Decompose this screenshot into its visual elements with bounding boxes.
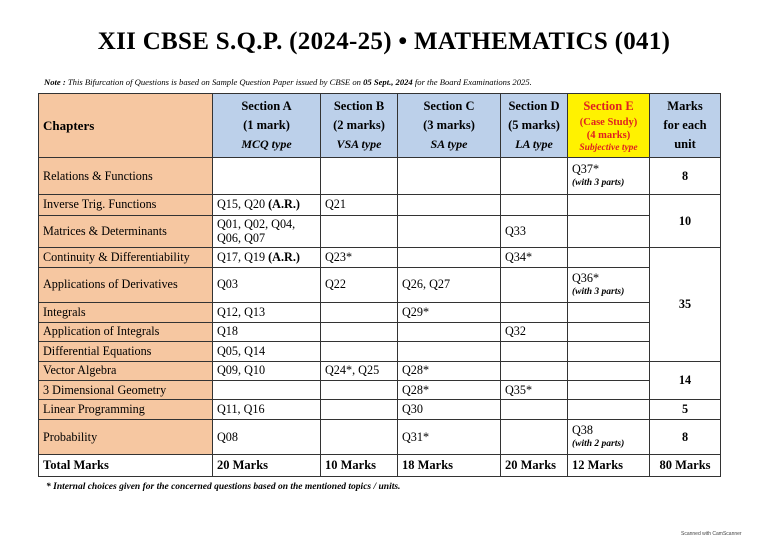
table-row [39, 322, 721, 341]
unit-marks: 10 [650, 195, 721, 248]
cell-a: Q12, Q13 [213, 303, 321, 322]
cell-c [398, 322, 501, 341]
chapter-cell: Continuity & Differentiability [39, 248, 213, 267]
cell-b [321, 400, 398, 419]
chapter-cell: 3 Dimensional Geometry [39, 380, 213, 399]
note-label: Note : [44, 77, 66, 87]
table-row [39, 303, 721, 322]
cell-a [213, 380, 321, 399]
note-text-2: for the Board Examinations 2025. [412, 77, 532, 87]
cell-d: Q33 [501, 215, 568, 248]
table-row [39, 419, 721, 455]
total-all: 80 Marks [650, 455, 721, 477]
chapter-cell: Linear Programming [39, 400, 213, 419]
cell-b [321, 342, 398, 361]
chapter-cell: Integrals [39, 303, 213, 322]
total-c: 18 Marks [398, 455, 501, 477]
cell-c: Q30 [398, 400, 501, 419]
cell-b: Q23* [321, 248, 398, 267]
cell-d [501, 303, 568, 322]
cell-d: Q34* [501, 248, 568, 267]
note-text: This Bifurcation of Questions is based on Sample Question Paper issued by CBSE on [65, 77, 364, 87]
cell-d [501, 195, 568, 215]
chapter-cell: Applications of Derivatives [39, 267, 213, 303]
cell-c: Q29* [398, 303, 501, 322]
total-row [39, 455, 721, 477]
cell-e [568, 342, 650, 361]
cell-a: Q15, Q20 (A.R.) [213, 195, 321, 215]
chapter-cell: Probability [39, 419, 213, 455]
header-section-a: Section A (1 mark) MCQ type [213, 94, 321, 158]
cell-b: Q24*, Q25 [321, 361, 398, 380]
total-a: 20 Marks [213, 455, 321, 477]
cell-e: Q38 (with 2 parts) [568, 419, 650, 455]
cell-e [568, 195, 650, 215]
table-row [39, 248, 721, 267]
unit-marks: 8 [650, 158, 721, 195]
cell-e [568, 361, 650, 380]
table-row [39, 342, 721, 361]
chapter-cell: Relations & Functions [39, 158, 213, 195]
chapter-cell: Vector Algebra [39, 361, 213, 380]
header-section-e: Section E (Case Study) (4 marks) Subjective type [568, 94, 650, 158]
cell-e [568, 215, 650, 248]
header-section-c: Section C (3 marks) SA type [398, 94, 501, 158]
chapter-cell: Matrices & Determinants [39, 215, 213, 248]
cell-a: Q17, Q19 (A.R.) [213, 248, 321, 267]
cell-b [321, 215, 398, 248]
cell-e: Q37* (with 3 parts) [568, 158, 650, 195]
note [44, 77, 744, 87]
header-section-b: Section B (2 marks) VSA type [321, 94, 398, 158]
table-row [39, 158, 721, 195]
unit-marks: 8 [650, 419, 721, 455]
total-e: 12 Marks [568, 455, 650, 477]
total-label: Total Marks [39, 455, 213, 477]
cell-c: Q31* [398, 419, 501, 455]
cell-e [568, 322, 650, 341]
cell-a: Q08 [213, 419, 321, 455]
cell-c [398, 195, 501, 215]
cell-d [501, 400, 568, 419]
table-row [39, 195, 721, 215]
cell-c: Q28* [398, 380, 501, 399]
cell-a: Q03 [213, 267, 321, 303]
cell-d: Q35* [501, 380, 568, 399]
cell-a [213, 158, 321, 195]
cell-d [501, 419, 568, 455]
cell-d [501, 361, 568, 380]
question-bifurcation-table [38, 93, 721, 477]
cell-a: Q09, Q10 [213, 361, 321, 380]
header-chapters: Chapters [39, 94, 213, 158]
page-title: XII CBSE S.Q.P. (2024-25) • MATHEMATICS (041) [97, 28, 671, 55]
cell-e [568, 400, 650, 419]
cell-d [501, 267, 568, 303]
cell-e [568, 248, 650, 267]
cell-c [398, 215, 501, 248]
header-section-d: Section D (5 marks) LA type [501, 94, 568, 158]
cell-e: Q36* (with 3 parts) [568, 267, 650, 303]
cell-c: Q26, Q27 [398, 267, 501, 303]
table-row [39, 361, 721, 380]
cell-c [398, 248, 501, 267]
unit-marks: 14 [650, 361, 721, 400]
cell-b [321, 303, 398, 322]
table-row [39, 215, 721, 248]
cell-b [321, 322, 398, 341]
header-marks-unit: Marks for each unit [650, 94, 721, 158]
cell-b [321, 419, 398, 455]
cell-a: Q05, Q14 [213, 342, 321, 361]
cell-d: Q32 [501, 322, 568, 341]
chapter-cell: Application of Integrals [39, 322, 213, 341]
unit-marks: 5 [650, 400, 721, 419]
cell-a: Q11, Q16 [213, 400, 321, 419]
unit-marks: 35 [650, 248, 721, 361]
table-row [39, 380, 721, 399]
cell-b: Q21 [321, 195, 398, 215]
cell-b: Q22 [321, 267, 398, 303]
chapter-cell: Differential Equations [39, 342, 213, 361]
footnote: * Internal choices given for the concerned questions based on the mentioned topics / units. [46, 482, 401, 492]
cell-b [321, 380, 398, 399]
cell-c [398, 342, 501, 361]
header-row [39, 94, 721, 158]
total-b: 10 Marks [321, 455, 398, 477]
cell-b [321, 158, 398, 195]
table-row [39, 267, 721, 303]
cell-d [501, 158, 568, 195]
scanner-watermark: Scanned with CamScanner [681, 531, 742, 537]
cell-c: Q28* [398, 361, 501, 380]
note-date: 05 Sept., 2024 [363, 77, 413, 87]
cell-e [568, 380, 650, 399]
cell-c [398, 158, 501, 195]
cell-a: Q01, Q02, Q04, Q06, Q07 [213, 215, 321, 248]
cell-e [568, 303, 650, 322]
chapter-cell: Inverse Trig. Functions [39, 195, 213, 215]
cell-a: Q18 [213, 322, 321, 341]
cell-d [501, 342, 568, 361]
total-d: 20 Marks [501, 455, 568, 477]
table-row [39, 400, 721, 419]
